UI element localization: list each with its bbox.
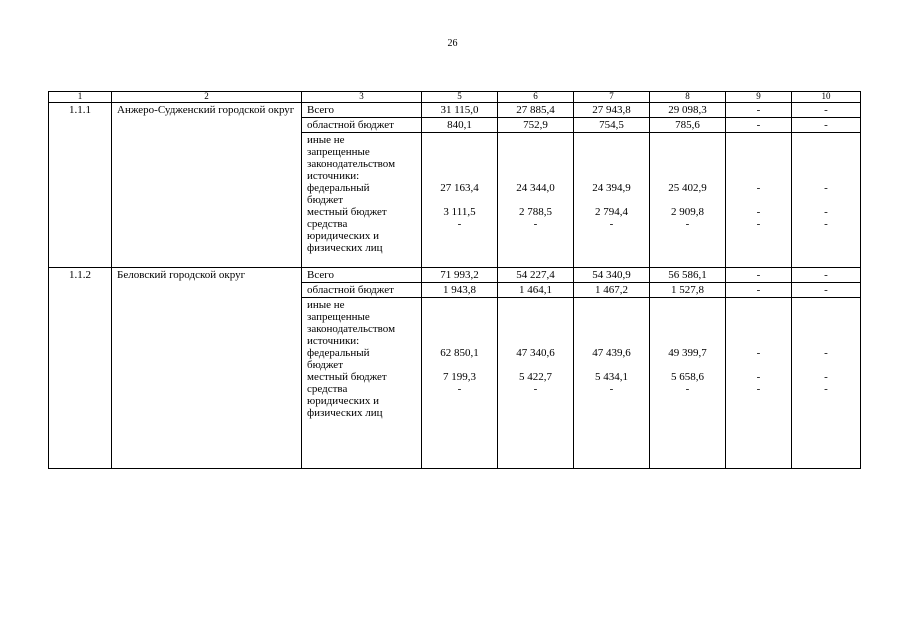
value-cell: 754,5	[574, 118, 650, 133]
spacer	[503, 395, 568, 407]
spacer	[503, 134, 568, 146]
private-funds-label: средства	[307, 218, 348, 230]
spacer	[503, 194, 568, 206]
spacer	[427, 311, 492, 323]
column-header-row	[49, 92, 861, 103]
value-column	[422, 133, 498, 268]
spacer	[427, 419, 492, 431]
value-cell: -	[792, 103, 861, 118]
value-column	[422, 298, 498, 469]
value-column	[574, 133, 650, 268]
spacer	[731, 158, 786, 170]
spacer	[503, 335, 568, 347]
private-funds-label: физических лиц	[307, 407, 383, 419]
spacer	[797, 443, 855, 455]
value-cell: 29 098,3	[650, 103, 726, 118]
spacer	[797, 311, 855, 323]
private-funds-value: -	[533, 218, 538, 230]
spacer	[655, 455, 720, 467]
federal-budget-value: 24 344,0	[516, 182, 555, 194]
federal-budget-value: 62 850,1	[440, 347, 479, 359]
spacer	[655, 134, 720, 146]
section-total-row	[49, 268, 861, 283]
value-cell: 54 340,9	[574, 268, 650, 283]
spacer	[655, 146, 720, 158]
value-cell: 1 467,2	[574, 283, 650, 298]
federal-budget-value: 47 340,6	[516, 347, 555, 359]
local-budget-label: местный бюджет	[307, 206, 387, 218]
value-column	[498, 133, 574, 268]
spacer	[797, 254, 855, 266]
spacer	[427, 158, 492, 170]
spacer	[797, 419, 855, 431]
private-funds-label: физических лиц	[307, 242, 383, 254]
spacer	[579, 359, 644, 371]
value-cell: 1 464,1	[498, 283, 574, 298]
value-cell: 752,9	[498, 118, 574, 133]
spacer	[307, 431, 416, 443]
spacer	[579, 407, 644, 419]
source-label: Всего	[302, 103, 422, 118]
spacer	[503, 323, 568, 335]
spacer	[655, 335, 720, 347]
section-code: 1.1.1	[49, 103, 112, 268]
value-cell: 1 527,8	[650, 283, 726, 298]
spacer	[503, 254, 568, 266]
spacer	[655, 242, 720, 254]
federal-budget-label: бюджет	[307, 194, 343, 206]
spacer	[655, 407, 720, 419]
spacer	[655, 158, 720, 170]
spacer	[503, 431, 568, 443]
spacer	[579, 395, 644, 407]
private-funds-value: -	[457, 218, 462, 230]
municipality-name: Беловский городской округ	[112, 268, 302, 469]
federal-budget-value: -	[824, 347, 828, 359]
other-sources-label: источники:	[307, 170, 360, 182]
spacer	[731, 335, 786, 347]
spacer	[731, 323, 786, 335]
spacer	[731, 311, 786, 323]
local-budget-value: 5 422,7	[519, 371, 552, 383]
column-header: 1	[49, 92, 112, 103]
other-sources-label: запрещенные	[307, 311, 370, 323]
spacer	[655, 254, 720, 266]
spacer	[503, 146, 568, 158]
column-header: 8	[650, 92, 726, 103]
column-header: 10	[792, 92, 861, 103]
federal-budget-label: федеральный	[307, 182, 370, 194]
spacer	[731, 443, 786, 455]
spacer	[579, 311, 644, 323]
local-budget-value: 2 788,5	[519, 206, 552, 218]
column-header: 5	[422, 92, 498, 103]
private-funds-value: -	[609, 383, 614, 395]
value-column	[574, 298, 650, 469]
spacer	[579, 299, 644, 311]
spacer	[731, 146, 786, 158]
spacer	[655, 323, 720, 335]
spacer	[731, 299, 786, 311]
spacer	[731, 170, 786, 182]
spacer	[731, 254, 786, 266]
other-sources-label: источники:	[307, 335, 360, 347]
spacer	[307, 254, 416, 266]
spacer	[655, 443, 720, 455]
other-sources-label: запрещенные	[307, 146, 370, 158]
private-funds-value: -	[685, 383, 690, 395]
federal-budget-value: -	[824, 182, 828, 194]
spacer	[503, 419, 568, 431]
federal-budget-value: -	[756, 347, 761, 359]
federal-budget-value: -	[756, 182, 761, 194]
spacer	[579, 158, 644, 170]
private-funds-value: -	[685, 218, 690, 230]
local-budget-value: -	[756, 371, 761, 383]
spacer	[579, 323, 644, 335]
spacer	[655, 194, 720, 206]
private-funds-value: -	[756, 383, 761, 395]
value-column	[792, 133, 861, 268]
spacer	[427, 395, 492, 407]
value-column	[650, 298, 726, 469]
other-sources-cell	[302, 298, 422, 469]
spacer	[579, 194, 644, 206]
spacer	[427, 299, 492, 311]
spacer	[579, 134, 644, 146]
spacer	[797, 323, 855, 335]
spacer	[503, 170, 568, 182]
spacer	[797, 134, 855, 146]
federal-budget-label: бюджет	[307, 359, 343, 371]
local-budget-value: 5 658,6	[671, 371, 704, 383]
spacer	[655, 395, 720, 407]
spacer	[427, 254, 492, 266]
spacer	[731, 431, 786, 443]
value-cell: 1 943,8	[422, 283, 498, 298]
column-header: 6	[498, 92, 574, 103]
spacer	[655, 230, 720, 242]
private-funds-value: -	[756, 218, 761, 230]
source-label: Всего	[302, 268, 422, 283]
value-cell: -	[726, 268, 792, 283]
spacer	[427, 455, 492, 467]
spacer	[731, 194, 786, 206]
federal-budget-value: 25 402,9	[668, 182, 707, 194]
section-code: 1.1.2	[49, 268, 112, 469]
spacer	[307, 455, 416, 467]
private-funds-label: юридических и	[307, 230, 380, 242]
spacer	[797, 395, 855, 407]
page-number: 26	[447, 38, 458, 49]
local-budget-value: -	[824, 206, 828, 218]
spacer	[797, 335, 855, 347]
spacer	[797, 158, 855, 170]
spacer	[655, 431, 720, 443]
other-sources-cell	[302, 133, 422, 268]
spacer	[579, 335, 644, 347]
spacer	[427, 431, 492, 443]
other-sources-label: законодательством	[307, 158, 396, 170]
section-total-row	[49, 103, 861, 118]
spacer	[503, 158, 568, 170]
private-funds-label: средства	[307, 383, 348, 395]
value-cell: -	[792, 283, 861, 298]
spacer	[427, 335, 492, 347]
private-funds-value: -	[824, 383, 828, 395]
spacer	[655, 299, 720, 311]
column-header: 7	[574, 92, 650, 103]
spacer	[427, 134, 492, 146]
spacer	[731, 407, 786, 419]
spacer	[427, 407, 492, 419]
spacer	[797, 242, 855, 254]
private-funds-value: -	[533, 383, 538, 395]
spacer	[797, 431, 855, 443]
spacer	[579, 419, 644, 431]
spacer	[731, 134, 786, 146]
source-label: областной бюджет	[302, 283, 422, 298]
column-header: 2	[112, 92, 302, 103]
column-header: 9	[726, 92, 792, 103]
spacer	[579, 230, 644, 242]
spacer	[579, 170, 644, 182]
value-cell: 56 586,1	[650, 268, 726, 283]
spacer	[731, 242, 786, 254]
value-cell: 31 115,0	[422, 103, 498, 118]
spacer	[731, 395, 786, 407]
value-cell: 71 993,2	[422, 268, 498, 283]
spacer	[503, 359, 568, 371]
value-cell: -	[726, 103, 792, 118]
spacer	[427, 443, 492, 455]
spacer	[797, 230, 855, 242]
spacer	[655, 311, 720, 323]
value-cell: 785,6	[650, 118, 726, 133]
value-cell: -	[726, 118, 792, 133]
private-funds-label: юридических и	[307, 395, 380, 407]
spacer	[427, 194, 492, 206]
private-funds-value: -	[457, 383, 462, 395]
spacer	[503, 455, 568, 467]
value-column	[726, 133, 792, 268]
value-cell: -	[792, 268, 861, 283]
private-funds-value: -	[609, 218, 614, 230]
spacer	[579, 242, 644, 254]
private-funds-value: -	[824, 218, 828, 230]
local-budget-value: -	[756, 206, 761, 218]
federal-budget-value: 49 399,7	[668, 347, 707, 359]
column-header: 3	[302, 92, 422, 103]
federal-budget-value: 27 163,4	[440, 182, 479, 194]
local-budget-value: 2 794,4	[595, 206, 628, 218]
funding-table	[48, 91, 861, 469]
spacer	[503, 299, 568, 311]
other-sources-label: иные не	[307, 299, 345, 311]
value-cell: 54 227,4	[498, 268, 574, 283]
spacer	[579, 146, 644, 158]
spacer	[427, 230, 492, 242]
value-cell: 27 885,4	[498, 103, 574, 118]
spacer	[579, 431, 644, 443]
spacer	[503, 230, 568, 242]
spacer	[427, 146, 492, 158]
spacer	[731, 419, 786, 431]
value-cell: 27 943,8	[574, 103, 650, 118]
municipality-name: Анжеро-Судженский городской округ	[112, 103, 302, 268]
source-label: областной бюджет	[302, 118, 422, 133]
local-budget-label: местный бюджет	[307, 371, 387, 383]
local-budget-value: 3 111,5	[443, 206, 476, 218]
spacer	[427, 323, 492, 335]
local-budget-value: 7 199,3	[443, 371, 476, 383]
spacer	[731, 455, 786, 467]
spacer	[655, 170, 720, 182]
spacer	[307, 419, 416, 431]
other-sources-label: законодательством	[307, 323, 396, 335]
federal-budget-label: федеральный	[307, 347, 370, 359]
spacer	[579, 443, 644, 455]
spacer	[579, 455, 644, 467]
local-budget-value: 2 909,8	[671, 206, 704, 218]
value-column	[650, 133, 726, 268]
value-cell: 840,1	[422, 118, 498, 133]
spacer	[503, 407, 568, 419]
spacer	[731, 359, 786, 371]
local-budget-value: 5 434,1	[595, 371, 628, 383]
value-cell: -	[726, 283, 792, 298]
local-budget-value: -	[824, 371, 828, 383]
spacer	[797, 194, 855, 206]
spacer	[797, 146, 855, 158]
spacer	[797, 170, 855, 182]
spacer	[797, 455, 855, 467]
spacer	[797, 407, 855, 419]
federal-budget-value: 47 439,6	[592, 347, 631, 359]
spacer	[503, 311, 568, 323]
other-sources-label: иные не	[307, 134, 345, 146]
spacer	[427, 170, 492, 182]
spacer	[579, 254, 644, 266]
value-column	[792, 298, 861, 469]
spacer	[655, 359, 720, 371]
value-column	[498, 298, 574, 469]
spacer	[797, 299, 855, 311]
spacer	[797, 359, 855, 371]
spacer	[655, 419, 720, 431]
federal-budget-value: 24 394,9	[592, 182, 631, 194]
spacer	[503, 242, 568, 254]
value-column	[726, 298, 792, 469]
spacer	[427, 359, 492, 371]
spacer	[731, 230, 786, 242]
value-cell: -	[792, 118, 861, 133]
spacer	[427, 242, 492, 254]
spacer	[307, 443, 416, 455]
spacer	[503, 443, 568, 455]
